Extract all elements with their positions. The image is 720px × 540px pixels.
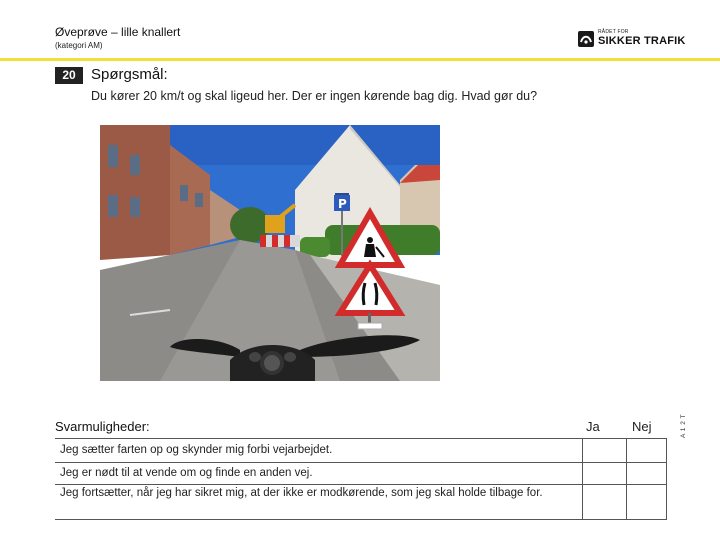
answer-1-yes-cell[interactable] — [583, 439, 626, 462]
question-number: 20 — [55, 67, 83, 84]
question-text: Du kører 20 km/t og skal ligeud her. Der er ingen kørende bag dig. Hvad gør du? — [91, 89, 538, 103]
page-subtitle: (kategori AM) — [55, 41, 103, 50]
answers-heading: Svarmuligheder: — [55, 419, 150, 434]
answer-2-no-cell[interactable] — [627, 463, 666, 484]
table-rule-bottom — [55, 519, 667, 520]
answer-1-no-cell[interactable] — [627, 439, 666, 462]
table-rule-1 — [55, 462, 667, 463]
answer-option-3: Jeg fortsætter, når jeg har sikret mig, at der ikke er modkørende, som jeg skal holde tilbage for. — [60, 487, 543, 499]
answer-option-2: Jeg er nødt til at vende om og finde en anden vej. — [60, 467, 313, 479]
table-col-divider-end — [666, 438, 667, 520]
brand-logo — [578, 28, 686, 50]
answer-option-1: Jeg sætter farten op og skynder mig forbi vejarbejdet. — [60, 444, 333, 456]
answer-3-yes-cell[interactable] — [583, 485, 626, 519]
svg-text:P: P — [338, 197, 347, 211]
page-title: Øveprøve – lille knallert — [55, 25, 181, 39]
header-divider — [0, 58, 720, 61]
logo-brand-text: SIKKER TRAFIK — [598, 35, 686, 47]
column-yes-label: Ja — [586, 419, 600, 434]
answer-3-no-cell[interactable] — [627, 485, 666, 519]
side-code: A 1 2 T — [680, 414, 687, 438]
question-heading: Spørgsmål: — [91, 66, 168, 83]
column-no-label: Nej — [632, 419, 652, 434]
road-work-photo — [100, 125, 440, 381]
answer-2-yes-cell[interactable] — [583, 463, 626, 484]
table-rule-top — [55, 438, 667, 439]
logo-mark-icon — [578, 31, 594, 47]
logo-small-text: RÅDET FOR — [598, 29, 629, 35]
